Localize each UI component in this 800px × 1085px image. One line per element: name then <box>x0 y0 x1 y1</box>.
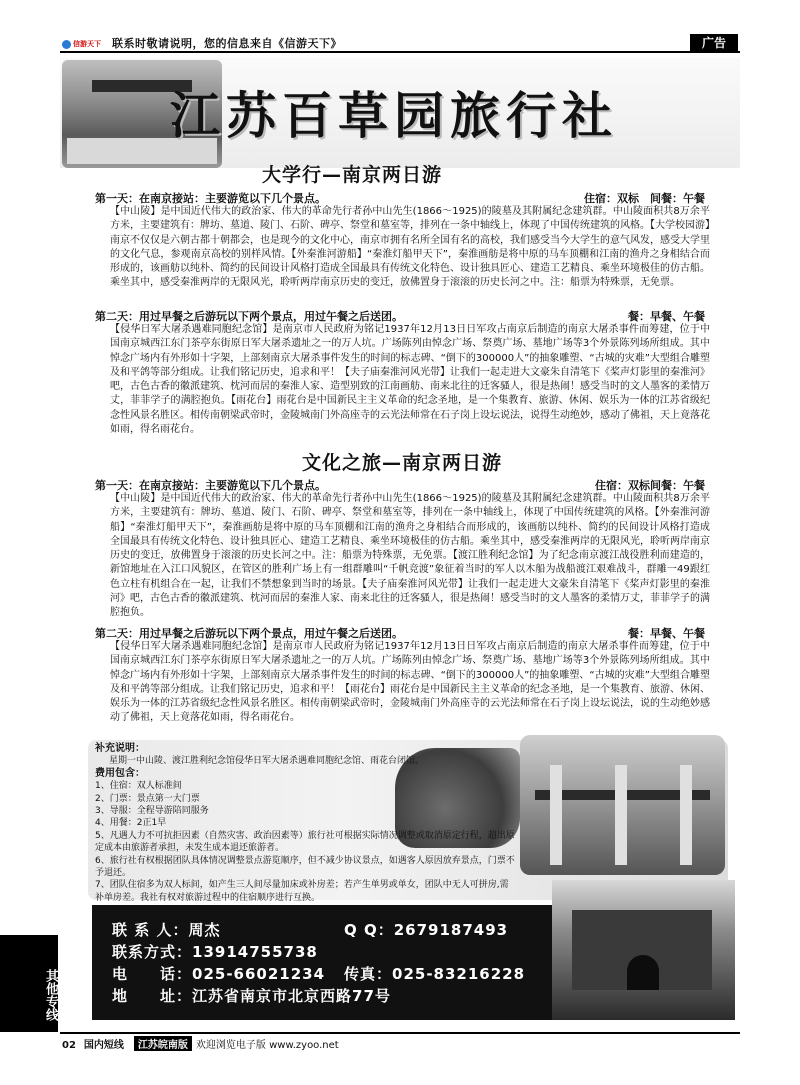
address-label: 地 址： <box>112 987 193 1005</box>
trip2-day1-label: 第一天：在南京接站：主要游览以下几个景点。 <box>95 479 326 492</box>
trip1-day2-line <box>95 308 705 324</box>
website-link[interactable]: 欢迎浏览电子版 www.zyoo.net <box>195 1040 339 1051</box>
trip2-title: 文化之旅—南京两日游 <box>302 452 503 474</box>
footer-divider <box>60 1032 740 1034</box>
fee-item: 4、用餐：2正1早 <box>95 818 167 829</box>
trip2-day1-text: 【中山陵】是中国近代伟大的政治家、伟大的革命先行者孙中山先生(1866～1925)的陵墓及其附属纪念建筑群。中山陵面积共8万余平方米，主要建筑有：牌坊、墓道、陵门、石阶、碑亭、祭堂和墓室等，排列在一条中轴线上，体现了中国传统建筑的风格。【外秦淮河游船】“秦淮灯船甲天下”，秦淮画舫是将中原的马车顶棚和江南的渔舟之身相结合而形成的，该画舫以纯朴、简约的民间设计风格打造成全国最具有传统文化特色、设计独具匠心、建造工艺精良、乘坐环境极佳的仿古船。乘坐其中，感受秦淮两岸的无限风光，聆听两岸南京历史的变迁，放佛置身于滚滚的历史长河之中。注：船票为特殊票，无免票。【渡江胜利纪念馆】为了纪念南京渡江战役胜利而建造的，新馆地址在入江口风貌区，在管区的胜利广场上有一组群雕叫“千帆竞渡”象征着当时的军人以木船为战船渡江艰难战斗，群雕一49跟红色立柱有机组合在一起，让我们不禁想象到当时的场景。【夫子庙秦淮河风光带】让我们一起走进大文豪朱自清笔下《桨声灯影里的秦淮河》吧，古色古香的徽派建筑、枕河而居的秦淮人家、南来北往的迁客骚人，很是热闹！感受当时的文人墨客的柔情万丈，菲菲学子的满腔抱负。 <box>110 493 710 619</box>
agency-title: 江苏百草园旅行社 <box>170 86 618 145</box>
fee-item: 5、凡遇人力不可抗拒因素（自然灾害、政治因素等）旅行社可根据实际情况调整或取消原定行程，超出原定成本由旅游者承担，未发生成本退还旅游者。 <box>95 830 515 854</box>
trip1-day2-text: 【侵华日军大屠杀遇难同胞纪念馆】是南京市人民政府为铭记1937年12月13日日军攻占南京后制造的南京大屠杀事件而筹建，位于中国南京城西江东门茶亭东街原日军大屠杀遗址之一的万人坑。广场陈列由悼念广场、祭奠广场、墓地广场等3个外景陈列场所组成。其中悼念广场内有外形如十字架，上部刻南京大屠杀事件发生的时间的标志碑、“倒下的300000人”的抽象雕塑、“古城的灾难”大型组合雕塑及和平鸽等部分组成。让我们铭记历史，追求和平！【夫子庙秦淮河风光带】让我们一起走进大文豪朱自清笔下《桨声灯影里的秦淮河》吧，古色古香的徽派建筑、枕河而居的秦淮人家、造型别致的江南画舫、南来北往的迁客骚人，很是热闹！感受当时的文人墨客的柔情万丈，菲菲学子的满腔抱负。【雨花台】雨花台是中国新民主主义革命的纪念圣地，是一个集教育、旅游、休闲、娱乐为一体的江苏省级纪念性风景名胜区。相传南朝梁武帝时，金陵城南门外高座寺的云光法师常在石子岗上设坛说法，说得生动绝妙，感动了佛祖，天上竟落花如雨，得名雨花台。 <box>110 324 710 436</box>
supplement-text: 星期一中山陵、渡江胜利纪念馆侵华日军大屠杀遇难同胞纪念馆、雨花台闭馆。 <box>109 756 425 767</box>
contact-method-row <box>112 941 318 962</box>
contact-box <box>92 905 552 1020</box>
brand-logo <box>62 38 104 50</box>
gate-pillar <box>550 765 562 865</box>
contact-person-row <box>112 919 220 940</box>
city-gate-photo <box>552 880 735 1020</box>
trip2-day2-meal: 餐：早餐、午餐 <box>628 627 705 640</box>
mobile-number: 13914755738 <box>192 943 318 961</box>
contact-person: 周杰 <box>188 921 221 939</box>
trip1-day1-label: 第一天：在南京接站：主要游览以下几个景点。 <box>95 192 326 205</box>
trip1-title: 大学行—南京两日游 <box>262 164 443 186</box>
trip1-day2-label: 第二天：用过早餐之后游玩以下两个景点，用过午餐之后送团。 <box>95 310 403 323</box>
gate-tower-door <box>627 955 659 990</box>
page-number: 02 <box>62 1040 76 1051</box>
fee-title: 费用包含： <box>95 767 145 779</box>
fee-item: 2、门票：景点第一大门票 <box>95 793 200 804</box>
section-name: 国内短线 <box>83 1040 124 1051</box>
trip2-day2-line <box>95 625 705 641</box>
contact-method-label: 联系方式： <box>112 943 193 961</box>
qq-number: 2679187493 <box>393 921 509 939</box>
phone-number: 025-66021234 <box>192 965 326 983</box>
phone-row <box>112 963 325 984</box>
notes-block <box>95 743 515 904</box>
side-section-tab: 其他专线 <box>0 935 58 1032</box>
fax-number: 025-83216228 <box>392 965 526 983</box>
source-notice: 联系时敬请说明，您的信息来自《信游天下》 <box>112 37 342 50</box>
qq-row <box>344 919 508 940</box>
fax-label: 传真： <box>344 965 393 983</box>
trip1-day2-meal: 餐：早餐、午餐 <box>628 310 705 323</box>
ad-tag: 广告 <box>690 34 738 52</box>
trip1-day1-text: 【中山陵】是中国近代伟大的政治家、伟大的革命先行者孙中山先生(1866～1925)的陵墓及其附属纪念建筑群。中山陵面积共8万余平方米，主要建筑有：牌坊、墓道、陵门、石阶、碑亭、祭堂和墓室等，排列在一条中轴线上，体现了中国传统建筑的风格。【大学校园游】南京不仅仅是六朝古都十朝都会，也是现今的文化中心，南京市拥有名所全国有名的高校，我们感受当今大学生的意气风发，感受大学里的文化气息，参观南京高校的别样风情。【外秦淮河游船】“秦淮灯船甲天下”，秦淮画舫是将中原的马车顶棚和江南的渔舟之身相结合而形成的，该画舫以纯朴、简约的民间设计风格打造成全国最具有传统文化特色、设计独具匠心、建造工艺精良、乘坐环境极佳的仿古船。乘坐其中，感受秦淮两岸的无限风光，聆听两岸南京历史的变迁，放佛置身于滚滚的历史长河之中。注：船票为特殊票，无免票。 <box>110 206 710 289</box>
trip2-day2-text: 【侵华日军大屠杀遇难同胞纪念馆】是南京市人民政府为铭记1937年12月13日日军攻占南京后制造的南京大屠杀事件而筹建，位于中国南京城西江东门茶亭东街原日军大屠杀遗址之一的万人坑。广场陈列由悼念广场、祭奠广场、墓地广场等3个外景陈列场所组成。其中悼念广场内有外形如十字架，上部刻南京大屠杀事件发生的时间的标志碑、“倒下的300000人”的抽象雕塑、“古城的灾难”大型组合雕塑及和平鸽等部分组成。让我们铭记历史，追求和平！【雨花台】雨花台是中国新民主主义革命的纪念圣地，是一个集教育、旅游、休闲、娱乐为一体的江苏省级纪念性风景名胜区。相传南朝梁武帝时，金陵城南门外高座寺的云光法师常在石子岗上设坛说法，说的生动绝妙感动了佛祖，天上竟落花如雨，得名雨花台。 <box>110 641 710 724</box>
qq-label: Q Q： <box>344 921 394 939</box>
contact-person-label: 联 系 人： <box>112 921 189 939</box>
fax-row <box>344 963 525 984</box>
memorial-gate-photo <box>520 735 725 875</box>
logo-text: 信游天下 <box>73 40 101 48</box>
logo-icon <box>62 40 71 49</box>
footer <box>62 1036 339 1051</box>
address-row <box>112 985 391 1006</box>
fee-item: 1、住宿：双人标准间 <box>95 781 182 792</box>
address-text: 江苏省南京市北京西路77号 <box>192 987 391 1005</box>
trip2-day1-line <box>95 477 705 493</box>
gate-pillar <box>615 765 627 865</box>
trip2-day2-label: 第二天：用过早餐之后游玩以下两个景点，用过午餐之后送团。 <box>95 627 403 640</box>
supplement-title: 补充说明： <box>95 743 145 754</box>
fee-item: 3、导服：全程导游陪同服务 <box>95 806 209 817</box>
trip2-day1-meal: 住宿：双标间餐：午餐 <box>595 479 705 492</box>
edition-badge: 江苏皖南版 <box>134 1036 192 1051</box>
fee-item: 6、旅行社有权根据团队具体情况调整景点游览顺序，但不减少协议景点，如遇客人原因放弃景点，门票不予退还。 <box>95 855 515 879</box>
trip1-day1-line <box>95 190 705 206</box>
trip1-day1-meal: 住宿：双标 间餐：午餐 <box>584 192 705 205</box>
phone-label: 电 话： <box>112 965 193 983</box>
gate-pillar <box>680 765 692 865</box>
fee-item: 7、团队住宿多为双人标间，如产生三人间尽量加床或补房差；若产生单男或单女，团队中无人可拼房,需补单房差。我社有权对旅游过程中的住宿顺序进行互换。 <box>95 880 509 903</box>
top-divider <box>60 51 740 53</box>
